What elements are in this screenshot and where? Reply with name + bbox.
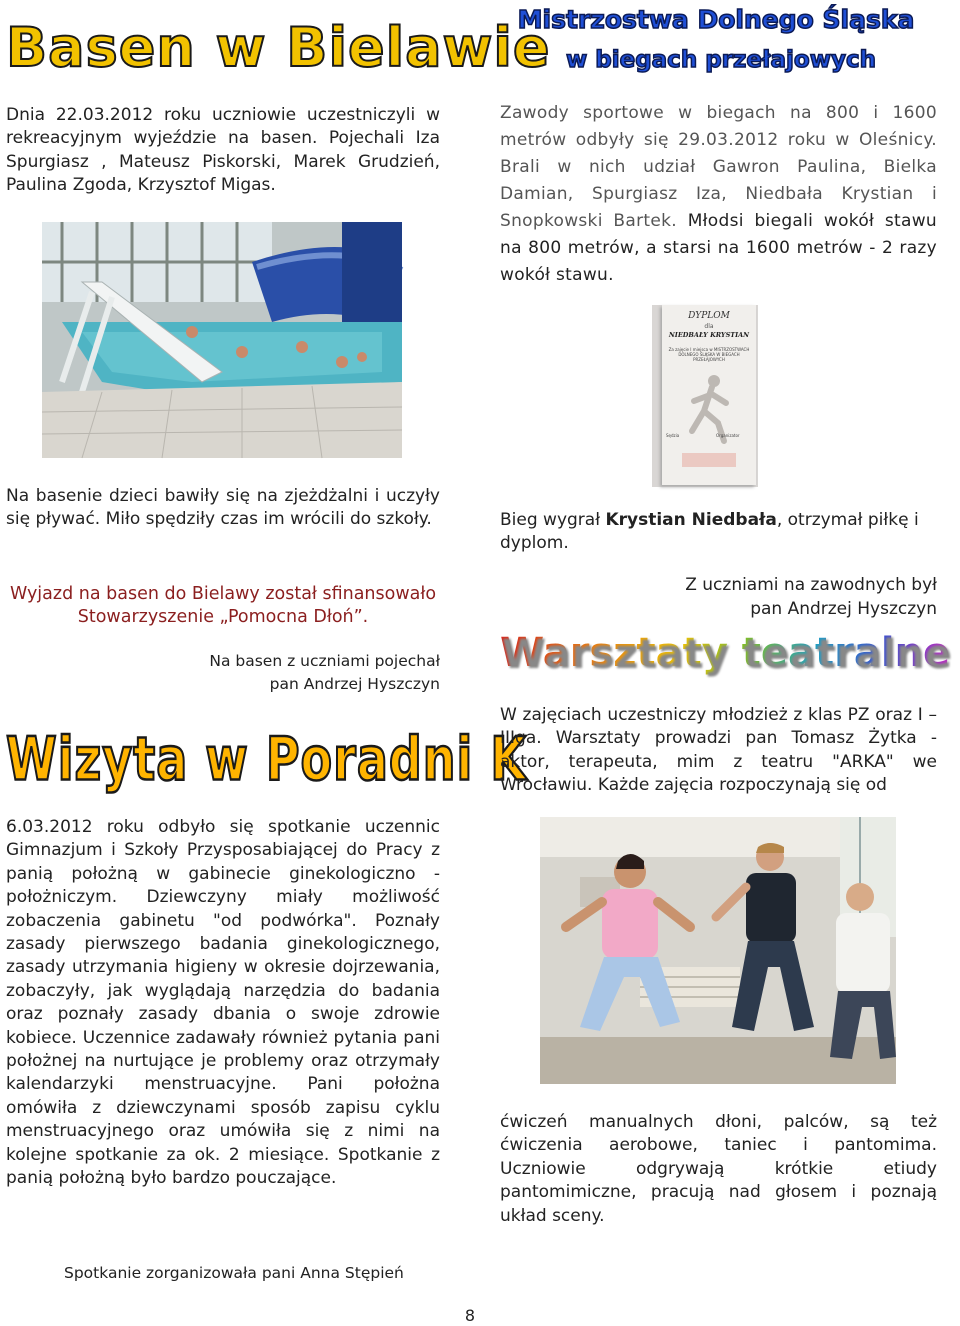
funding-note: Wyjazd na basen do Bielawy został sfinansowało Stowarzyszenie „Pomocna Dłoń”. — [9, 584, 437, 628]
diploma-sig1: Sędzia — [666, 433, 680, 438]
workshop-heading — [500, 630, 958, 676]
diploma-for: dla — [704, 323, 714, 330]
race-intro-part1: Zawody sportowe w biegach na 800 i 1600 metrów odbyły się 29.03.2012 roku w Oleśnicy. Brali w nich udział Gawron Paulina, Bielka Damian, Spurgiasz Iza, Niedbała Krystian i Snopkowski Bartek. — [500, 103, 937, 231]
race-heading-line1: Mistrzostwa Dolnego Śląska — [517, 5, 915, 34]
diploma-title: DYPLOM — [688, 311, 730, 321]
organizer-note: Spotkanie zorganizowała pani Anna Stępień — [64, 1264, 404, 1282]
workshop-text-continued: ćwiczeń manualnych dłoni, palców, są też ćwiczenia aerobowe, taniec i pantomima. Uczniowie odgrywają krótkie etiudy pantomimiczne, pracują nad głosem i poznają układ sceny. — [500, 1112, 937, 1226]
race-intro — [500, 100, 937, 289]
race-heading-line2: w biegach przełajowych — [566, 47, 876, 73]
pool-photo — [42, 222, 402, 458]
diploma-sheet — [662, 305, 756, 485]
pool-description: Na basenie dzieci bawiły się na zjeżdżalni i uczyły się pływać. Miło spędziły czas im wrócili do szkoły. — [6, 486, 440, 530]
workshop-photo — [540, 817, 896, 1084]
race-teacher-line1: Z uczniami na zawodnych był — [685, 575, 937, 595]
winner-pre: Bieg wygrał — [500, 510, 606, 530]
pool-intro: Dnia 22.03.2012 roku uczniowie uczestniczyli w rekreacyjnym wyjeździe na basen. Pojechali Iza Spurgiasz , Mateusz Piskorski, Marek Grudzień, Paulina Zgoda, Krzysztof Migas. — [6, 105, 440, 196]
page-number: 8 — [464, 1306, 476, 1325]
visit-heading: Wizyta w Poradni K — [6, 723, 527, 794]
diploma-stamp — [682, 453, 736, 467]
race-winner — [500, 509, 937, 556]
pool-heading: Basen w Bielawie — [6, 16, 551, 79]
workshop-text: W zajęciach uczestniczy młodzież z klas PZ oraz I – IIIga. Warsztaty prowadzi pan Tomasz Żytka - aktor, terapeuta, mim z teatru "ARKA" we Wrocławiu. Każde zajęcia rozpoczynają się od — [500, 705, 937, 796]
pool-teacher-line2: pan Andrzej Hyszczyn — [269, 675, 440, 693]
diploma-photo — [652, 305, 758, 487]
diploma-sig2: Organizator — [716, 433, 740, 438]
diploma-body: Za zajęcie I miejsca w MISTRZOSTWACH DOLNEGO ŚLĄSKA W BIEGACH PRZEŁAJOWYCH — [668, 347, 750, 362]
race-teacher-line2: pan Andrzej Hyszczyn — [750, 599, 937, 619]
visit-text: 6.03.2012 roku odbyło się spotkanie uczennic Gimnazjum i Szkoły Przysposabiającej do Pracy z panią położną w gabinecie ginekologiczno - położniczym. Dziewczyny miały możliwość zobaczenia gabinetu "od podwórka". Poznały zasady pierwszego badania ginekologicznego, zasady utrzymania higieny w okresie dojrzewania, zobaczyły, jak wyglądają narzędzia do badania oraz poznały zasady dbania o swoje zdrowie kobiece. Uczennice zadawały również pytania pani położnej na nurtujące je problemy oraz otrzymały kalendarzyki menstruacyjne. Pani położna omówiła z dziewczynami sposób zapisu cyklu menstruacyjnego oraz umówiła się z nimi na kolejne spotkanie za ok. 2 miesiące. Spotkanie z panią położną było bardzo pouczające. — [6, 817, 440, 1189]
race-intro-part2: Młodsi biegali wokół stawu na 800 metrów, a starsi na 1600 metrów - 2 razy wokół stawu. — [500, 211, 937, 285]
diploma-name: NIEDBAŁY KRYSTIAN — [668, 331, 750, 339]
workshop-heading-text: Warsztaty teatralne — [500, 630, 951, 676]
pool-teacher-line1: Na basen z uczniami pojechał — [209, 652, 440, 670]
winner-name: Krystian Niedbała — [605, 510, 777, 530]
winner-post: , otrzymał piłkę i dyplom. — [500, 510, 919, 554]
